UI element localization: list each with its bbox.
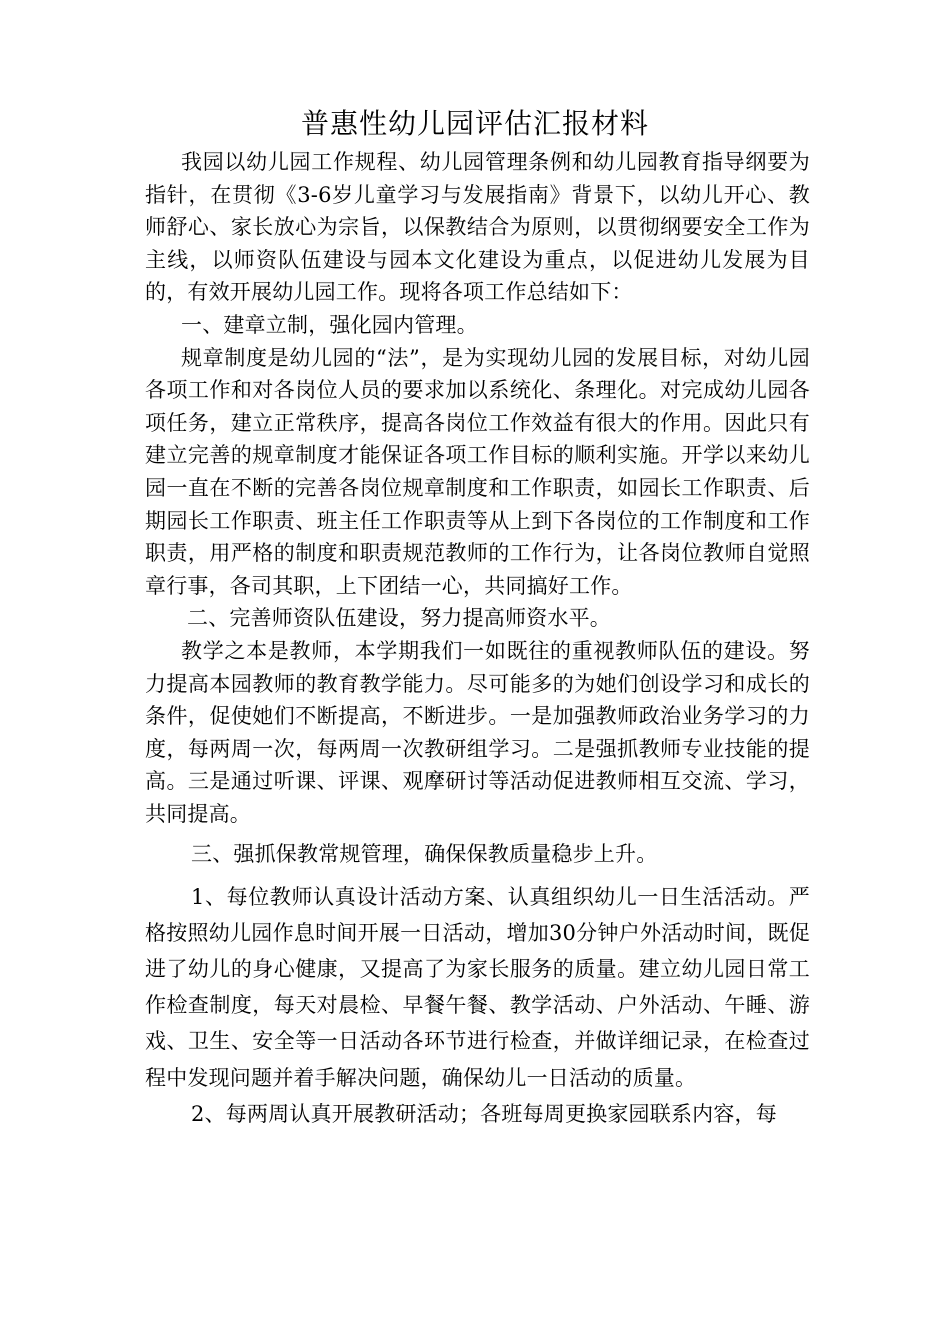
heading-section-3: 三、强抓保教常规管理，确保保教质量稳步上升。 [191, 842, 658, 867]
document-title: 普惠性幼儿园评估汇报材料 [300, 107, 649, 140]
document-body [145, 146, 810, 1132]
heading-section-2: 二、完善师资队伍建设，努力提高师资水平。 [187, 606, 611, 631]
paragraph-intro: 我园以幼儿园工作规程、幼儿园管理条例和幼儿园教育指导纲要为指针，在贯彻《3-6岁儿童学习与发展指南》背景下，以幼儿开心、教师舒心、家长放心为宗旨，以保教结合为原则，以贯彻纲要安全工作为主线，以师资队伍建设与园本文化建设为重点，以促进幼儿发展为目的，有效开展幼儿园工作。现将各项工作总结如下： [145, 150, 810, 305]
heading-section-1: 一、建章立制，强化园内管理。 [181, 312, 478, 337]
paragraph-item-2: 2、每两周认真开展教研活动；各班每周更换家园联系内容，每 [191, 1101, 777, 1126]
paragraph-item-1: 1、每位教师认真设计活动方案、认真组织幼儿一日生活活动。严格按照幼儿园作息时间开展一日活动，增加30分钟户外活动时间，既促进了幼儿的身心健康，又提高了为家长服务的质量。建立幼儿园日常工作检查制度，每天对晨检、早餐午餐、教学活动、户外活动、午睡、游戏、卫生、安全等一日活动各环节进行检查，并做详细记录，在检查过程中发现问题并着手解决问题，确保幼儿一日活动的质量。 [145, 884, 810, 1090]
paragraph-section-1: 规章制度是幼儿园的“法”，是为实现幼儿园的发展目标，对幼儿园各项工作和对各岗位人员的要求加以系统化、条理化。对完成幼儿园各项任务，建立正常秩序，提高各岗位工作效益有很大的作用。因此只有建立完善的规章制度才能保证各项工作目标的顺利实施。开学以来幼儿园一直在不断的完善各岗位规章制度和工作职责，如园长工作职责、后期园长工作职责、班主任工作职责等从上到下各岗位的工作制度和工作职责，用严格的制度和职责规范教师的工作行为，让各岗位教师自觉照章行事，各司其职，上下团结一心，共同搞好工作。 [145, 345, 810, 598]
paragraph-section-2: 教学之本是教师，本学期我们一如既往的重视教师队伍的建设。努力提高本园教师的教育教学能力。尽可能多的为她们创设学习和成长的条件，促使她们不断提高，不断进步。一是加强教师政治业务学习的力度，每两周一次，每两周一次教研组学习。二是强抓教师专业技能的提高。三是通过听课、评课、观摩研讨等活动促进教师相互交流、学习，共同提高。 [145, 638, 810, 826]
